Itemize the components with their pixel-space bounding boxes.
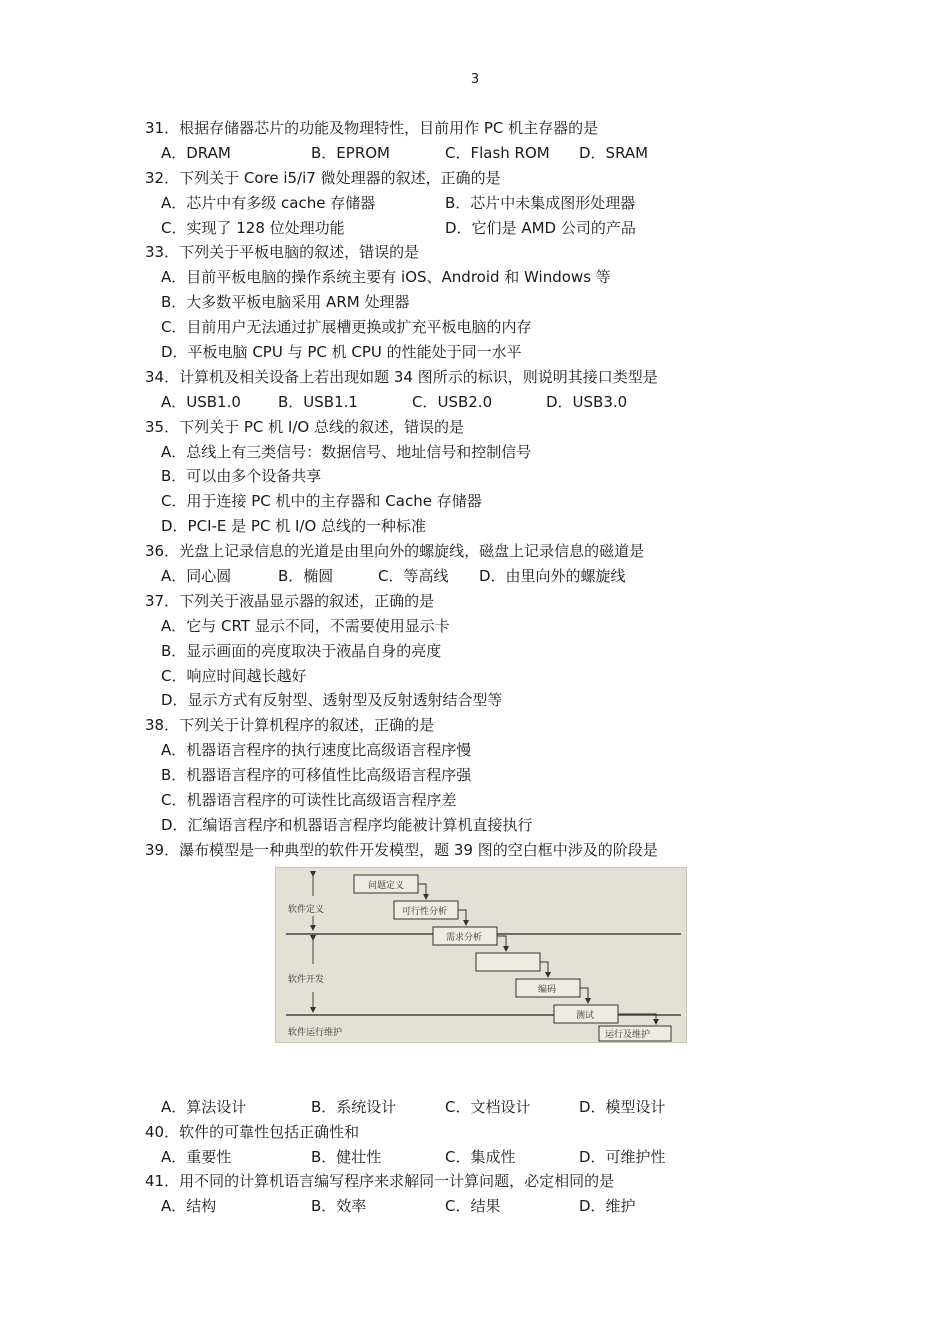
question-34-options bbox=[145, 390, 765, 415]
waterfall-model-figure bbox=[275, 867, 687, 1043]
option-d: D．维护 bbox=[579, 1197, 636, 1216]
option-c: C．USB2.0 bbox=[412, 392, 493, 411]
question-list bbox=[145, 116, 765, 1219]
option-c: C．响应时间越长越好 bbox=[161, 666, 307, 685]
question-39-options bbox=[145, 1095, 765, 1120]
option-c: C．用于连接 PC 机中的主存器和 Cache 存储器 bbox=[161, 492, 482, 511]
option-a: A．结构 bbox=[161, 1197, 217, 1216]
connector-arrow-icon bbox=[497, 936, 506, 951]
svg-text:编码: 编码 bbox=[538, 984, 557, 995]
connector-arrow-icon bbox=[458, 910, 466, 925]
option-d: D．USB3.0 bbox=[546, 392, 628, 411]
option-d: D．PCI-E 是 PC 机 I/O 总线的一种标准 bbox=[161, 517, 427, 536]
option-a: A．机器语言程序的执行速度比高级语言程序慢 bbox=[161, 741, 472, 760]
question-40-options bbox=[145, 1145, 765, 1170]
question-38-stem: 38．下列关于计算机程序的叙述，正确的是 bbox=[145, 716, 435, 735]
svg-text:可行性分析: 可行性分析 bbox=[402, 906, 448, 917]
connector-arrow-icon bbox=[580, 988, 588, 1003]
svg-text:运行及维护: 运行及维护 bbox=[605, 1029, 651, 1040]
figure-39-wrapper bbox=[145, 863, 765, 1095]
option-b: B．健壮性 bbox=[311, 1147, 382, 1166]
option-b: B．芯片中未集成图形处理器 bbox=[445, 193, 636, 212]
question-32-stem: 32．下列关于 Core i5/i7 微处理器的叙述，正确的是 bbox=[145, 168, 501, 187]
step-box-2 bbox=[394, 901, 458, 919]
question-41-options bbox=[145, 1194, 765, 1219]
option-a: A．重要性 bbox=[161, 1147, 232, 1166]
step-box-4-blank bbox=[476, 953, 540, 971]
option-a: A．算法设计 bbox=[161, 1097, 247, 1116]
question-31-stem: 31．根据存储器芯片的功能及物理特性，目前用作 PC 机主存器的是 bbox=[145, 119, 599, 137]
option-d: D．可维护性 bbox=[579, 1147, 666, 1166]
svg-text:问题定义: 问题定义 bbox=[368, 880, 405, 891]
question-41-stem: 41．用不同的计算机语言编写程序来求解同一计算问题，必定相同的是 bbox=[145, 1172, 615, 1191]
option-b: B．显示画面的亮度取决于液晶自身的亮度 bbox=[161, 641, 442, 660]
option-a: A．同心圆 bbox=[161, 567, 232, 586]
option-c: C．实现了 128 位处理功能 bbox=[161, 218, 345, 237]
option-c: C．目前用户无法通过扩展槽更换或扩充平板电脑的内存 bbox=[161, 318, 532, 337]
option-b: B．USB1.1 bbox=[278, 392, 358, 411]
option-a: A．它与 CRT 显示不同，不需要使用显示卡 bbox=[161, 616, 450, 635]
option-c: C．结果 bbox=[445, 1197, 501, 1216]
option-d: D．汇编语言程序和机器语言程序均能被计算机直接执行 bbox=[161, 815, 533, 834]
option-b: B．EPROM bbox=[311, 143, 390, 162]
option-c: C．等高线 bbox=[378, 567, 449, 586]
question-40-stem: 40．软件的可靠性包括正确性和 bbox=[145, 1122, 360, 1141]
phase-label-development: 软件开发 bbox=[288, 974, 325, 985]
option-d: D．SRAM bbox=[579, 143, 649, 162]
option-c: C．机器语言程序的可读性比高级语言程序差 bbox=[161, 791, 457, 810]
option-d: D．由里向外的螺旋线 bbox=[479, 567, 626, 586]
question-36-stem: 36．光盘上记录信息的光道是由里向外的螺旋线，磁盘上记录信息的磁道是 bbox=[145, 542, 645, 561]
option-c: C．集成性 bbox=[445, 1147, 516, 1166]
phase-label-definition: 软件定义 bbox=[288, 904, 325, 915]
step-box-7 bbox=[599, 1026, 671, 1041]
option-b: B．可以由多个设备共享 bbox=[161, 467, 322, 486]
option-d: D．平板电脑 CPU 与 PC 机 CPU 的性能处于同一水平 bbox=[161, 343, 522, 362]
option-a: A．USB1.0 bbox=[161, 392, 241, 411]
option-d: D．模型设计 bbox=[579, 1097, 666, 1116]
connector-arrow-icon bbox=[540, 962, 548, 977]
option-d: D．显示方式有反射型、透射型及反射透射结合型等 bbox=[161, 691, 503, 710]
option-c: C．Flash ROM bbox=[445, 143, 550, 162]
option-a: A．DRAM bbox=[161, 143, 231, 162]
connector-arrow-icon bbox=[418, 884, 426, 899]
page-number: 3 bbox=[470, 72, 480, 87]
step-box-3 bbox=[433, 927, 497, 945]
option-c: C．文档设计 bbox=[445, 1097, 531, 1116]
option-a: A．芯片中有多级 cache 存储器 bbox=[161, 193, 376, 212]
option-b: B．系统设计 bbox=[311, 1097, 397, 1116]
option-a: A．目前平板电脑的操作系统主要有 iOS、Android 和 Windows 等 bbox=[161, 268, 611, 287]
svg-text:需求分析: 需求分析 bbox=[446, 932, 483, 943]
step-box-5 bbox=[516, 979, 580, 997]
question-39-stem: 39．瀑布模型是一种典型的软件开发模型，题 39 图的空白框中涉及的阶段是 bbox=[145, 840, 658, 859]
question-37-stem: 37．下列关于液晶显示器的叙述，正确的是 bbox=[145, 591, 435, 610]
phase-label-maintenance: 软件运行维护 bbox=[288, 1027, 343, 1038]
question-32-options-row2 bbox=[145, 216, 765, 241]
step-box-1 bbox=[354, 875, 418, 893]
option-d: D．它们是 AMD 公司的产品 bbox=[445, 218, 636, 237]
option-b: B．椭圆 bbox=[278, 567, 334, 586]
option-a: A．总线上有三类信号：数据信号、地址信号和控制信号 bbox=[161, 442, 532, 461]
svg-text:测试: 测试 bbox=[576, 1010, 595, 1021]
option-b: B．效率 bbox=[311, 1197, 367, 1216]
question-35-stem: 35．下列关于 PC 机 I/O 总线的叙述，错误的是 bbox=[145, 417, 464, 436]
question-31-options bbox=[145, 141, 765, 166]
question-34-stem: 34．计算机及相关设备上若出现如题 34 图所示的标识，则说明其接口类型是 bbox=[145, 367, 658, 386]
question-33-stem: 33．下列关于平板电脑的叙述，错误的是 bbox=[145, 243, 420, 262]
option-b: B．大多数平板电脑采用 ARM 处理器 bbox=[161, 293, 410, 312]
option-b: B．机器语言程序的可移值性比高级语言程序强 bbox=[161, 766, 472, 785]
question-32-options-row1 bbox=[145, 191, 765, 216]
step-box-6 bbox=[554, 1005, 618, 1023]
question-36-options bbox=[145, 564, 765, 589]
